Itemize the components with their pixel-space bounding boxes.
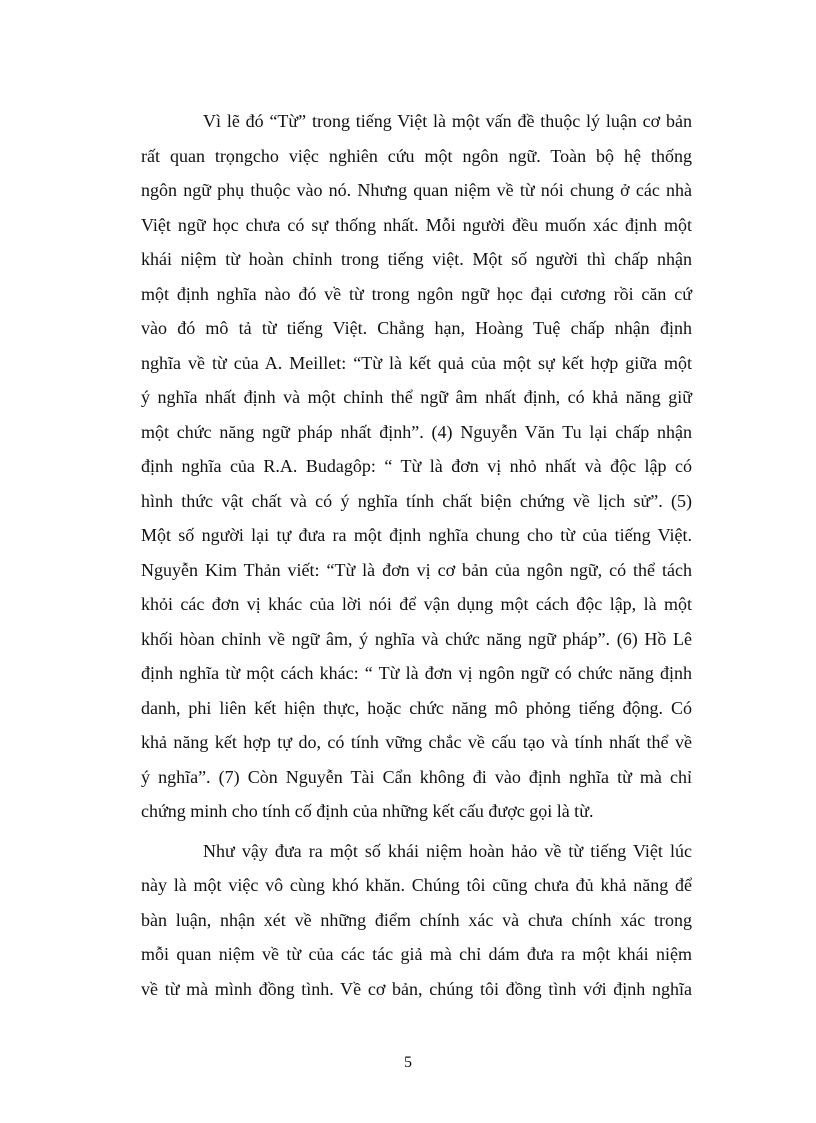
paragraph-2-line: bàn luận, nhận xét về những điểm chính xác và chưa chính xác trong (141, 909, 692, 930)
paragraph-1-line: Vì lẽ đó “Từ” trong tiếng Việt là một vấn đề thuộc lý luận cơ bản (203, 111, 692, 131)
paragraph-1-line: Việt ngữ học chưa có sự thống nhất. Mỗi người đều muốn xác định một (141, 214, 692, 235)
paragraph-2-line: Như vậy đưa ra một số khái niệm hoàn hảo về từ tiếng Việt lúc (203, 840, 692, 861)
paragraph-1-line: nghĩa về từ của A. Meillet: “Từ là kết quả của một sự kết hợp giữa một (141, 352, 692, 373)
paragraph-2-line: mỗi quan niệm về từ của các tác giả mà chỉ dám đưa ra một khái niệm (141, 944, 692, 964)
paragraph-1-line: danh, phi liên kết hiện thực, hoặc chức năng mô phỏng tiếng động. Có (141, 697, 692, 718)
paragraph-1-line: khỏi các đơn vị khác của lời nói để vận dụng một cách độc lập, là một (141, 594, 692, 614)
paragraph-1-line: hình thức vật chất và có ý nghĩa tính chất biện chứng về lịch sử”. (5) (141, 490, 692, 511)
paragraph-1-line: chứng minh cho tính cố định của những kết cấu được gọi là từ. (141, 801, 594, 821)
paragraph-1-line: Nguyễn Kim Thản viết: “Từ là đơn vị cơ bản của ngôn ngữ, có thể tách (141, 559, 692, 580)
paragraph-1-line: khả năng kết hợp tự do, có tính vững chắc về cấu tạo và tính nhất thể về (141, 732, 692, 752)
paragraph-1-line: ý nghĩa”. (7) Còn Nguyễn Tài Cẩn không đi vào định nghĩa từ mà chỉ (141, 766, 692, 787)
paragraph-1-line: một định nghĩa nào đó về từ trong ngôn ngữ học đại cương rồi căn cứ (141, 283, 692, 304)
paragraph-1-line: vào đó mô tả từ tiếng Việt. Chẳng hạn, Hoàng Tuệ chấp nhận định (141, 318, 692, 338)
paragraph-1-line: ý nghĩa nhất định và một chỉnh thể ngữ âm nhất định, có khả năng giữ (141, 387, 692, 407)
page-number: 5 (404, 1054, 412, 1071)
paragraph-1-line: Một số người lại tự đưa ra một định nghĩa chung cho từ của tiếng Việt. (141, 525, 692, 545)
paragraph-1-line: khối hòan chỉnh về ngữ âm, ý nghĩa và chức năng ngữ pháp”. (6) Hồ Lê (141, 628, 692, 649)
paragraph-1-line: ngôn ngữ phụ thuộc vào nó. Nhưng quan niệm về từ nói chung ở các nhà (141, 180, 692, 200)
paragraph-1-line: một chức năng ngữ pháp nhất định”. (4) Nguyễn Văn Tu lại chấp nhận (141, 421, 692, 442)
paragraph-2-line: này là một việc vô cùng khó khăn. Chúng tôi cũng chưa đủ khả năng để (141, 875, 692, 895)
paragraph-1-line: định nghĩa của R.A. Budagôp: “ Từ là đơn vị nhỏ nhất và độc lập có (141, 456, 692, 476)
paragraph-1-line: khái niệm từ hoàn chỉnh trong tiếng việt. Một số người thì chấp nhận (141, 249, 692, 269)
body-text (141, 104, 692, 1006)
paragraph-2-line: về từ mà mình đồng tình. Về cơ bản, chúng tôi đồng tình với định nghĩa (141, 978, 692, 999)
paragraph-1-line: rất quan trọngcho việc nghiên cứu một ngôn ngữ. Toàn bộ hệ thống (141, 145, 692, 166)
paragraph-1-line: định nghĩa từ một cách khác: “ Từ là đơn vị ngôn ngữ có chức năng định (141, 663, 692, 683)
